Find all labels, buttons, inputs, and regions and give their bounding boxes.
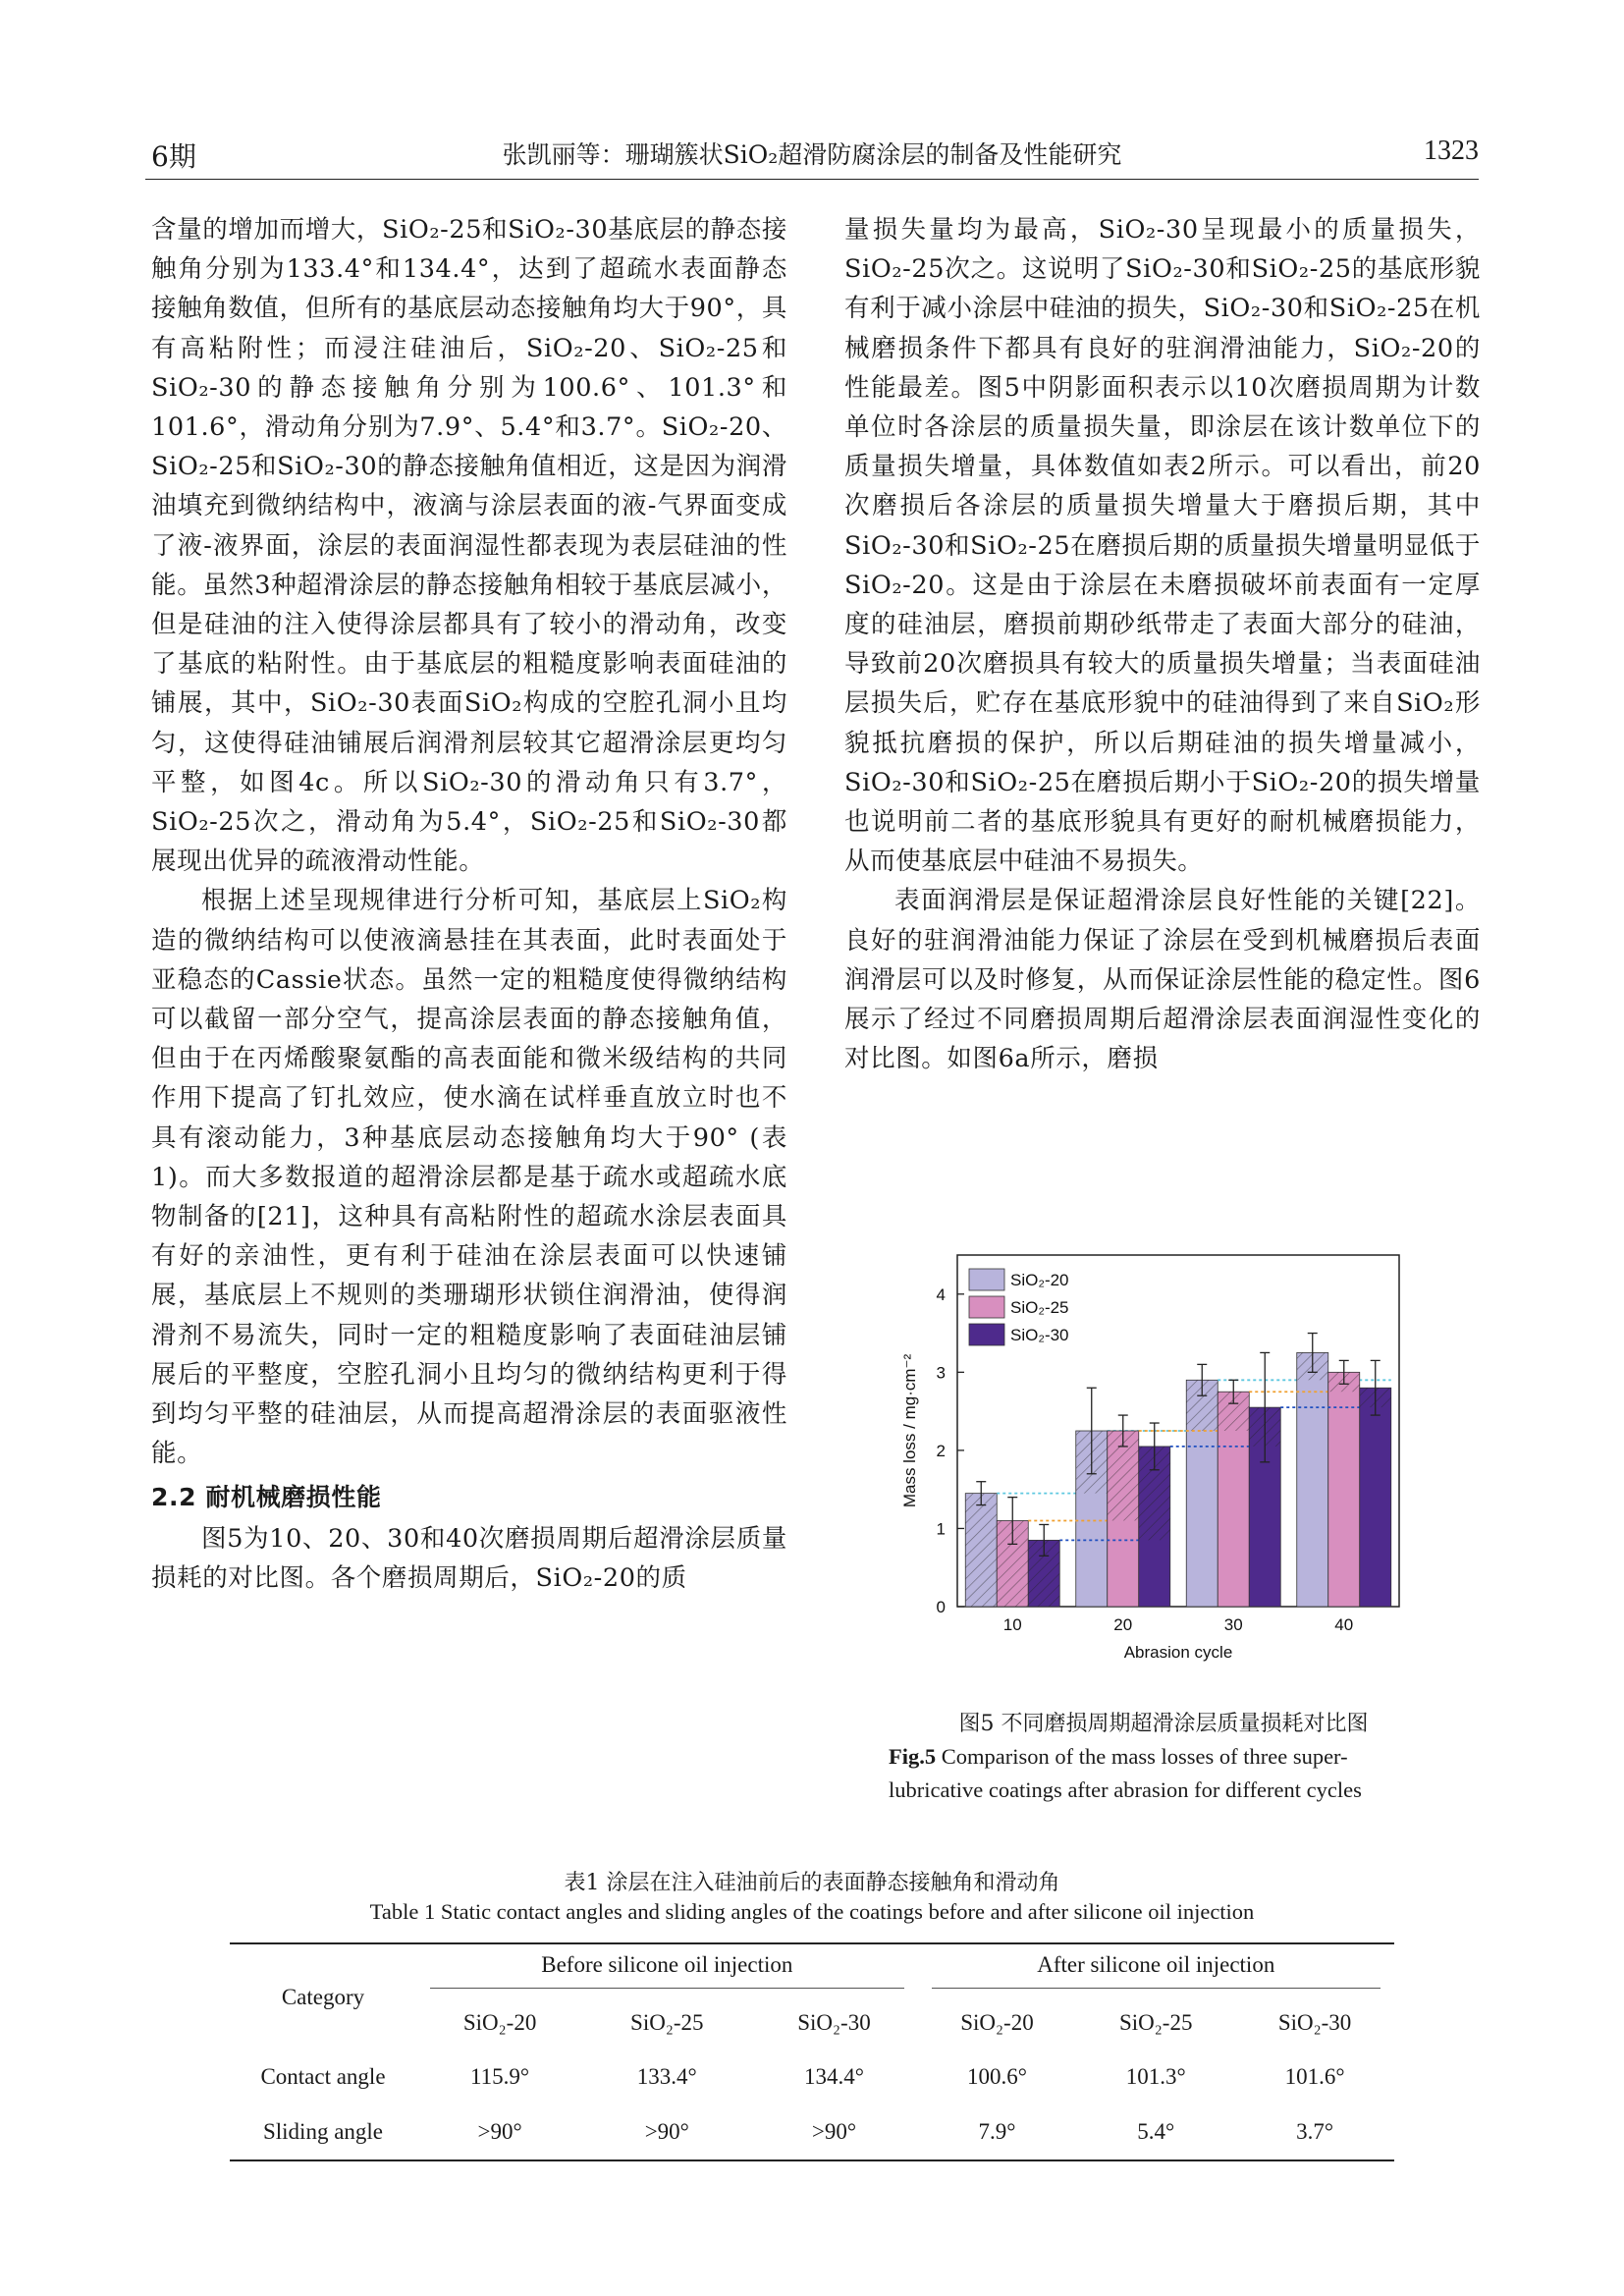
legend-label: SiO₂-25 — [1010, 1298, 1069, 1317]
x-tick-label: 30 — [1223, 1615, 1243, 1634]
page-header — [145, 136, 1479, 175]
table-cell: 115.9° — [470, 2064, 530, 2089]
bar-increment-hatch — [965, 1494, 997, 1607]
table-cell: 134.4° — [804, 2064, 864, 2089]
column-header: SiO₂-20 — [462, 2010, 537, 2035]
figure-label: Fig.5 — [889, 1744, 937, 1769]
legend-label: SiO₂-30 — [1010, 1326, 1069, 1344]
group-after-label: After silicone oil injection — [932, 1952, 1380, 1989]
legend-swatch — [969, 1269, 1004, 1290]
paragraph: 表面润滑层是保证超滑涂层良好性能的关键[22]。良好的驻润滑油能力保证了涂层在受到机械磨损后表面润滑层可以及时修复，从而保证涂层性能的稳定性。图6展示了经过不同磨损周期后超滑涂层表面润湿性变化的对比图。如图6a所示，磨损 — [844, 886, 1481, 1074]
figure-5-chart — [864, 1235, 1424, 1697]
x-axis-label: Abrasion cycle — [1123, 1643, 1233, 1662]
y-tick-label: 1 — [936, 1519, 946, 1539]
bar — [1328, 1372, 1360, 1607]
table-cell: >90° — [750, 2105, 917, 2160]
table-row — [230, 2105, 1394, 2160]
figure-caption-cn: 图5 不同磨损周期超滑涂层质量损耗对比图 — [958, 1712, 1369, 1736]
issue-number: 6期 — [151, 140, 196, 173]
table-cell: 101.6° — [1284, 2064, 1345, 2089]
table-cell: >90° — [583, 2105, 750, 2160]
x-tick-label: 40 — [1334, 1615, 1354, 1634]
table-caption-cn: 表1 涂层在注入硅油前后的表面静态接触角和滑动角 — [564, 1871, 1060, 1895]
paragraph: 含量的增加而增大，SiO₂-25和SiO₂-30基底层的静态接触角分别为133.4°和134.4°，达到了超疏水表面静态接触角数值，但所有的基底层动态接触角均大于90°，具有高粘附性；而浸注硅油后，SiO₂-20、SiO₂-25和SiO₂-30的静态接触角分别为100.6°、101.3°和101.6°，滑动角分别为7.9°、5.4°和3.7°。SiO₂-20、SiO₂-25和SiO₂-30的静态接触角值相近，这是因为润滑油填充到微纳结构中，液滴与涂层表面的液-气界面变成了液-液界面，涂层的表面润湿性都表现为表层硅油的性能。虽然3种超滑涂层的静态接触角相较于基底层减小，但是硅油的注入使得涂层都具有了较小的滑动角，改变了基底的粘附性。由于基底层的粗糙度影响表面硅油的铺展，其中，SiO₂-30表面SiO₂构成的空腔孔洞小且均匀，这使得硅油铺展后润滑剂层较其它超滑涂层更均匀平整，如图4c。所以SiO₂-30的滑动角只有3.7°，SiO₂-25次之，滑动角为5.4°，SiO₂-25和SiO₂-30都展现出优异的疏液滑动性能。 — [151, 215, 787, 877]
x-tick-label: 10 — [1002, 1615, 1022, 1634]
column-header: SiO₂-25 — [1119, 2010, 1193, 2035]
figure-caption-en — [889, 1740, 1438, 1807]
row-label: Sliding angle — [230, 2105, 416, 2160]
bar — [1360, 1388, 1391, 1607]
column-header: SiO₂-25 — [630, 2010, 704, 2035]
table-1 — [230, 1942, 1394, 2161]
table-cell: 100.6° — [967, 2064, 1027, 2089]
table-cell: 101.3° — [1125, 2064, 1186, 2089]
left-column — [151, 210, 787, 1598]
y-tick-label: 3 — [936, 1363, 946, 1383]
legend-swatch — [969, 1296, 1004, 1318]
table-cell: >90° — [416, 2105, 583, 2160]
table-caption-en: Table 1 Static contact angles and sliding angles of the coatings before and after silicone oil injection — [369, 1899, 1255, 1924]
figure-caption-text: Comparison of the mass losses of three super-lubricative coatings after abrasion for different cycles — [889, 1744, 1362, 1802]
legend-swatch — [969, 1324, 1004, 1345]
column-header: SiO₂-30 — [1277, 2010, 1352, 2035]
x-tick-label: 20 — [1113, 1615, 1133, 1634]
column-header: SiO₂-20 — [960, 2010, 1034, 2035]
bar — [1297, 1352, 1328, 1607]
paragraph: 图5为10、20、30和40次磨损周期后超滑涂层质量损耗的对比图。各个磨损周期后，SiO₂-20的质 — [151, 1523, 787, 1593]
y-axis-label: Mass loss / mg·cm⁻² — [900, 1353, 919, 1508]
y-tick-label: 0 — [936, 1598, 946, 1616]
right-column — [844, 210, 1481, 1078]
y-tick-label: 2 — [936, 1441, 946, 1460]
row-label: Contact angle — [260, 2064, 386, 2089]
group-before-header — [416, 1943, 918, 1996]
group-before-label: Before silicone oil injection — [430, 1952, 904, 1989]
section-heading: 2.2 耐机械磨损性能 — [151, 1482, 382, 1511]
header-rule — [145, 179, 1479, 180]
table-cell: 5.4° — [1076, 2105, 1235, 2160]
legend-label: SiO₂-20 — [1010, 1271, 1069, 1289]
running-title: 张凯丽等：珊瑚簇状SiO₂超滑防腐涂层的制备及性能研究 — [502, 140, 1122, 169]
paragraph: 量损失量均为最高，SiO₂-30呈现最小的质量损失，SiO₂-25次之。这说明了SiO₂-30和SiO₂-25的基底形貌有利于减小涂层中硅油的损失，SiO₂-30和SiO₂-25在机械磨损条件下都具有良好的驻润滑油能力，SiO₂-20的性能最差。图5中阴影面积表示以10次磨损周期为计数单位时各涂层的质量损失量，即涂层在该计数单位下的质量损失增量，具体数值如表2所示。可以看出，前20次磨损后各涂层的质量损失增量大于磨损后期，其中SiO₂-30和SiO₂-25在磨损后期的质量损失增量明显低于SiO₂-20。这是由于涂层在未磨损破坏前表面有一定厚度的硅油层，磨损前期砂纸带走了表面大部分的硅油，导致前20次磨损具有较大的质量损失增量；当表面硅油层损失后，贮存在基底形貌中的硅油得到了来自SiO₂形貌抵抗磨损的保护，所以后期硅油的损失增量减小，SiO₂-30和SiO₂-25在磨损后期小于SiO₂-20的损失增量也说明前二者的基底形貌具有更好的耐机械磨损能力，从而使基底层中硅油不易损失。 — [844, 215, 1481, 877]
paragraph: 根据上述呈现规律进行分析可知，基底层上SiO₂构造的微纳结构可以使液滴悬挂在其表面，此时表面处于亚稳态的Cassie状态。虽然一定的粗糙度使得微纳结构可以截留一部分空气，提高涂层表面的静态接触角值，但由于在丙烯酸聚氨酯的高表面能和微米级结构的共同作用下提高了钉扎效应，使水滴在试样垂直放立时也不具有滚动能力，3种基底层动态接触角均大于90° (表1)。而大多数报道的超滑涂层都是基于疏水或超疏水底物制备的[21]，这种具有高粘附性的超疏水涂层表面具有好的亲油性，更有利于硅油在涂层表面可以快速铺展，基底层上不规则的类珊瑚形状锁住润滑油，使得润滑剂不易流失，同时一定的粗糙度影响了表面硅油层铺展后的平整度，空腔孔洞小且均匀的微纳结构更利于得到均匀平整的硅油层，从而提高超滑涂层的表面驱液性能。 — [151, 886, 787, 1469]
bar-chart — [864, 1235, 1424, 1697]
y-tick-label: 4 — [936, 1285, 946, 1304]
table-cell: 3.7° — [1235, 2105, 1394, 2160]
table-row — [230, 2050, 1394, 2105]
page-number: 1323 — [1424, 136, 1479, 166]
table-cell: 133.4° — [636, 2064, 697, 2089]
category-header: Category — [230, 1943, 416, 2050]
table-cell: 7.9° — [918, 2105, 1077, 2160]
column-header: SiO₂-30 — [797, 2010, 871, 2035]
group-after-header — [918, 1943, 1394, 1996]
